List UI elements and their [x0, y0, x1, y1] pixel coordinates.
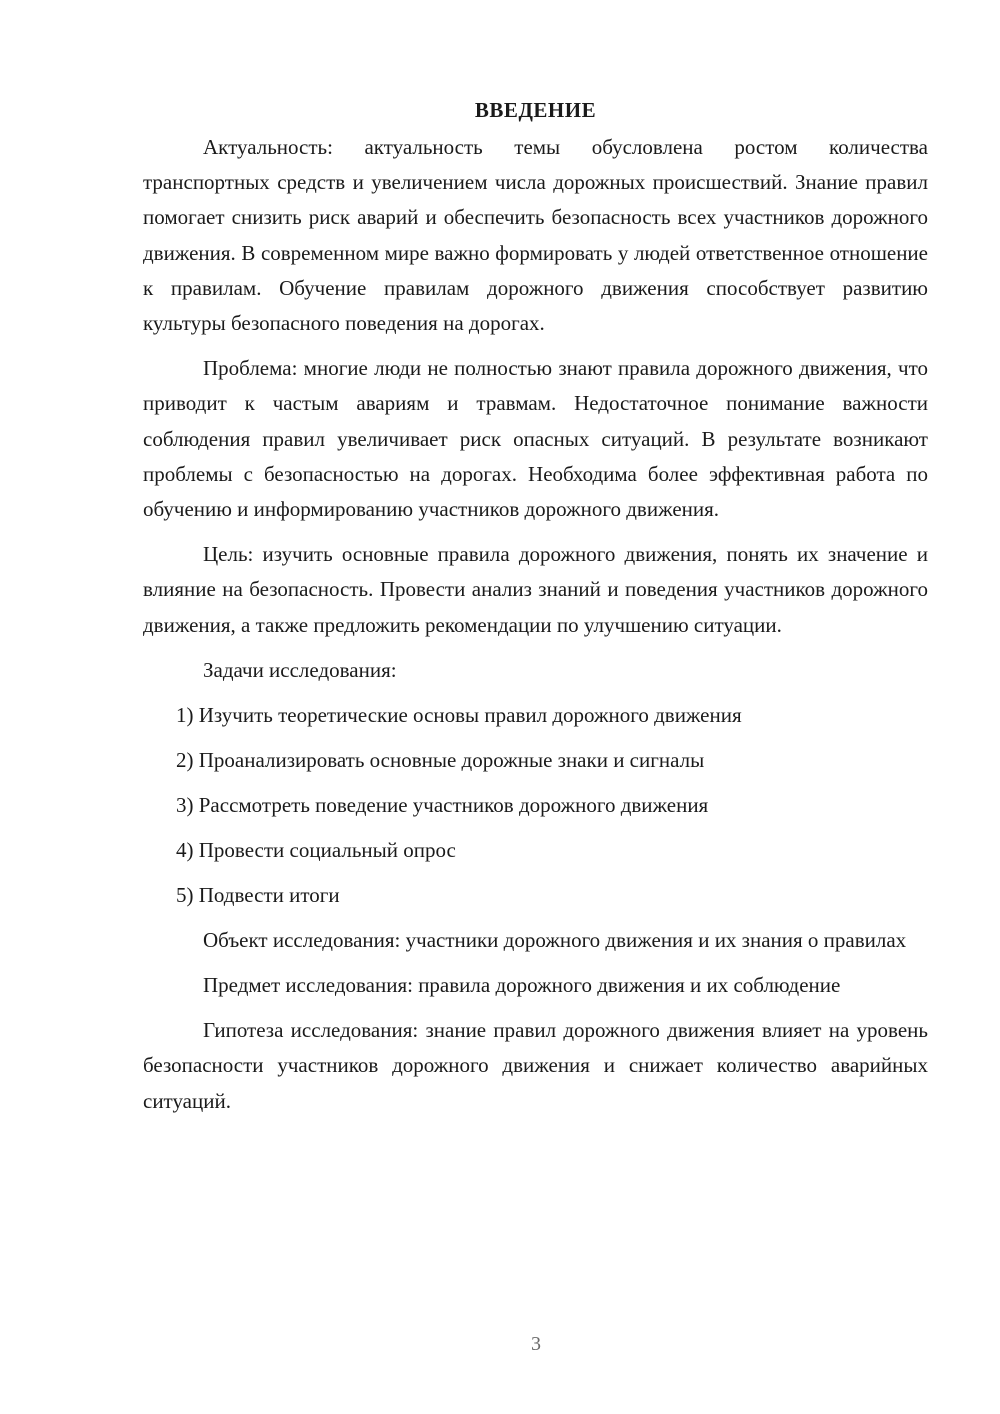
paragraph-subject: Предмет исследования: правила дорожного движения и их соблюдение: [203, 973, 841, 998]
tasks-title: Задачи исследования:: [203, 657, 397, 682]
document-page: [143, 92, 928, 1129]
paragraph-object: Объект исследования: участники дорожного движения и их знания о правилах: [203, 927, 907, 952]
task-item-5: 5) Подвести итоги: [176, 882, 340, 907]
paragraph-hypothesis: Гипотеза исследования: знание правил дорожного движения влияет на уровень безопасности участников дорожного движения и снижает количество аварийных ситуаций.: [143, 1018, 928, 1113]
task-item-4: 4) Провести социальный опрос: [176, 837, 456, 862]
task-item-3: 3) Рассмотреть поведение участников дорожного движения: [176, 792, 709, 817]
task-item-1: 1) Изучить теоретические основы правил дорожного движения: [176, 702, 742, 727]
section-heading: ВВЕДЕНИЕ: [474, 98, 597, 122]
paragraph-relevance: Актуальность: актуальность темы обусловлена ростом количества транспортных средств и увеличением числа дорожных происшествий. Знание правил помогает снизить риск аварий и обеспечить безопасность всех участников дорожного движения. В современном мире важно формировать у людей ответственное отношение к правилам. Обучение правилам дорожного движения способствует развитию культуры безопасного поведения на дорогах.: [143, 135, 928, 336]
page-number: 3: [531, 1333, 541, 1355]
paragraph-goal: Цель: изучить основные правила дорожного движения, понять их значение и влияние на безопасность. Провести анализ знаний и поведения участников дорожного движения, а также предложить рекомендации по улучшению ситуации.: [143, 542, 928, 637]
task-item-2: 2) Проанализировать основные дорожные знаки и сигналы: [176, 747, 705, 772]
tasks-list: [143, 698, 928, 913]
paragraph-problem: Проблема: многие люди не полностью знают правила дорожного движения, что приводит к частым авариям и травмам. Недостаточное понимание важности соблюдения правил увеличивает риск опасных ситуаций. В результате возникают проблемы с безопасностью на дорогах. Необходима более эффективная работа по обучению и информированию участников дорожного движения.: [143, 356, 928, 522]
